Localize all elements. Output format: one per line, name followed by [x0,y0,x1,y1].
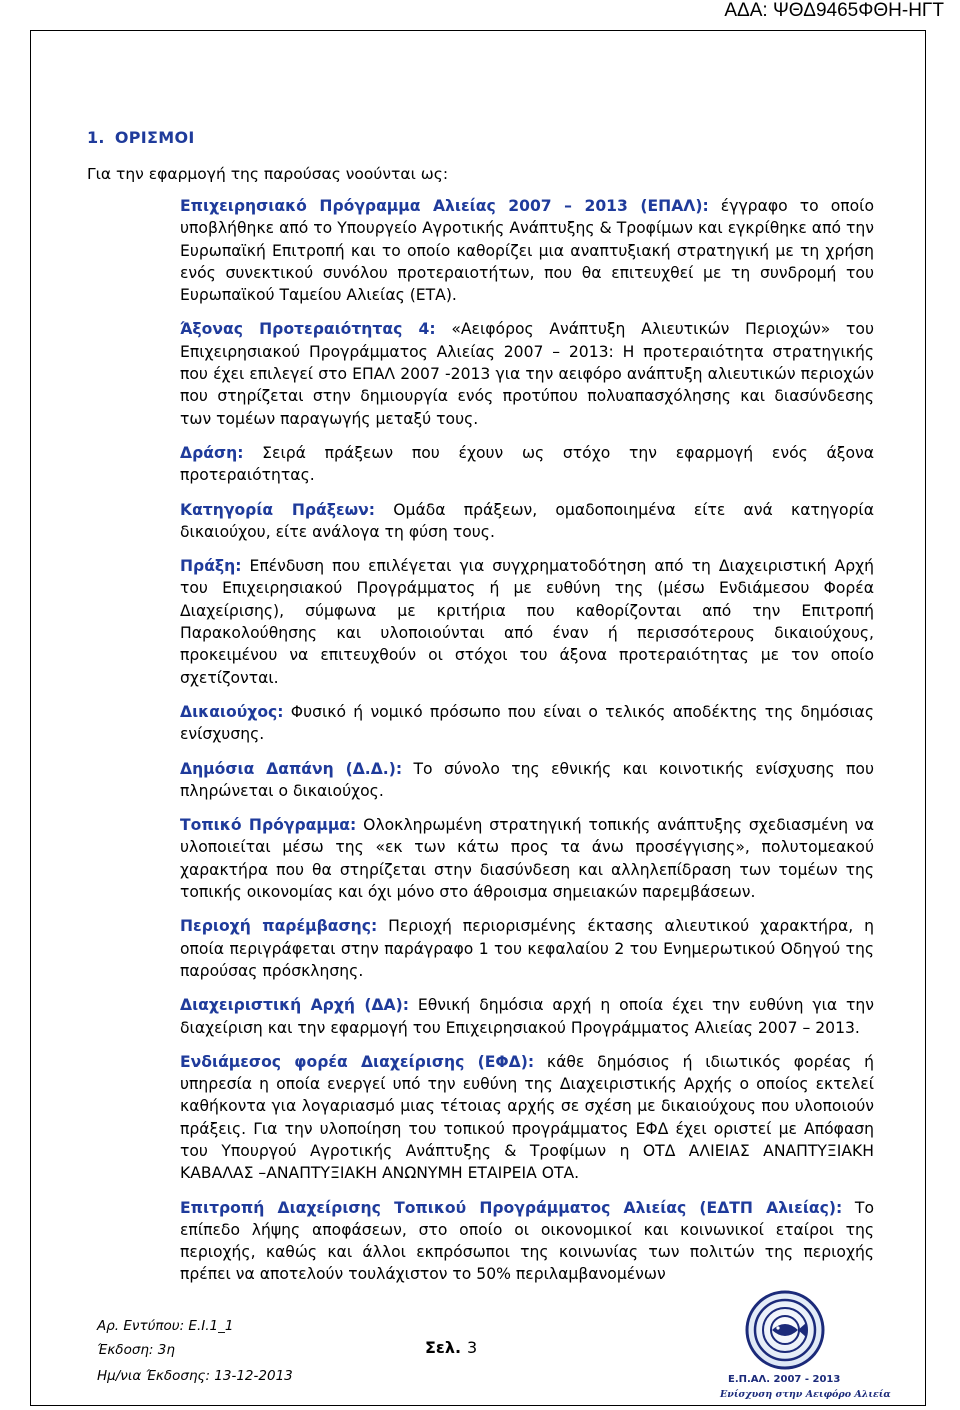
page-number: 3 [467,1338,478,1357]
intro-text: Για την εφαρμογή της παρούσας νοούνται ως: [87,165,449,183]
definition-text: Ομάδα πράξεων, ομαδοποιημένα είτε ανά κατηγορία δικαιούχου, είτε ανάλογα τη φύση τους. [180,500,874,541]
definition-text: Περιοχή περιορισμένης έκτασης αλιευτικού χαρακτήρα, η οποία περιγράφεται στην παράγραφο 1 του κεφαλαίου 2 του Ενημερωτικού Οδηγού της παρούσας πρόσκλησης. [180,917,874,980]
definition-item [180,195,874,306]
definition-item [180,701,874,746]
definition-term: Τοπικό Πρόγραμμα: [180,816,357,835]
definitions-list [180,195,874,1298]
definition-term: Πράξη: [180,557,242,576]
footer-form-number: Αρ. Εντύπου: Ε.Ι.1_1 [97,1318,234,1334]
logo-title: Ε.Π.ΑΛ. 2007 - 2013 [728,1374,841,1385]
definition-item [180,318,874,429]
definition-item [180,1197,874,1286]
definition-text: Ολοκληρωμένη στρατηγική τοπικής ανάπτυξης σχεδιασμένη να υλοποιείται μέσω της «εκ των κάτω προς τα άνω προσέγγισης», πολυτομεακού χαρακτήρα που θα στηρίζεται στην διασύνδεση και αλληλεπίδραση των τομέων της τοπικής οικονομίας και όχι μόνο στο άθροισμα σημειακών παρεμβάσεων. [180,816,874,902]
definition-term: Περιοχή παρέμβασης: [180,917,378,936]
ada-code: ΑΔΑ: ΨΘΔ9465ΦΘΗ-ΗΓΤ [724,0,944,21]
definition-item [180,994,874,1039]
footer-page-number [425,1338,477,1357]
definition-text: κάθε δημόσιος ή ιδιωτικός φορέας ή υπηρεσία η οποία ενεργεί υπό την ευθύνη της Διαχειριστικής Αρχής ο οποίος εκτελεί καθήκοντα για λογαριασμό μιας τέτοιας αρχής σε σχέση με δικαιούχους που υλοποιούν πράξεις. Για την υλοποίηση του τοπικού προγράμματος ΕΦΔ έχει οριστεί με Απόφαση του Υπουργού Αγροτικής Ανάπτυξης & Τροφίμων η ΟΤΔ ΑΛΙΕΙΑΣ ΑΝΑΠΤΥΞΙΑΚΗ ΚΑΒΑΛΑΣ –ΑΝΑΠΤΥΞΙΑΚΗ ΑΝΩΝΥΜΗ ΕΤΑΙΡΕΙΑ ΟΤΑ. [180,1052,874,1183]
definition-text: Το σύνολο της εθνικής και κοινοτικής ενίσχυσης που πληρώνεται ο δικαιούχος. [180,759,874,800]
section-heading [87,128,195,147]
definition-item [180,555,874,689]
definition-text: Το επίπεδο λήψης αποφάσεων, στο οποίο οι οικονομικοί και κοινωνικοί εταίροι της περιοχής, καθώς και άλλοι εκπρόσωποι της κοινωνίας των πολιτών της περιοχής πρέπει να αποτελούν τουλάχιστον το 50% περιλαμβανομένων [180,1198,874,1284]
definition-term: Δράση: [180,443,244,462]
definition-text: Εθνική δημόσια αρχή η οποία έχει την ευθύνη για την διαχείριση και την εφαρμογή του Επιχειρησιακού Προγράμματος Αλιείας 2007 – 2013. [180,996,874,1037]
section-title: ΟΡΙΣΜΟΙ [114,128,195,147]
definition-item [180,499,874,544]
definition-term: Δημόσια Δαπάνη (Δ.Δ.): [180,759,403,778]
definition-text: «Αειφόρος Ανάπτυξη Αλιευτικών Περιοχών» του Επιχειρησιακού Προγράμματος Αλιείας 2007 – 2013: Η προτεραιότητα στρατηγικής που έχει επιλεγεί στο ΕΠΑΛ 2007 -2013 για την αειφόρο ανάπτυξη αλιευτικών περιοχών που στηρίζεται στην δημιουργία ενός προτύπου πολυαπασχόλησης και διασύνδεσης των τομέων παραγωγής μεταξύ τους. [180,320,874,428]
footer-edition: Έκδοση: 3η [97,1342,175,1358]
definition-item [180,915,874,982]
definition-text: Φυσικό ή νομικό πρόσωπο που είναι ο τελικός αποδέκτης της δημόσιας ενίσχυσης. [180,702,874,744]
definition-term: Επιτροπή Διαχείρισης Τοπικού Προγράμματος Αλιείας (ΕΔΤΠ Αλιείας): [180,1198,843,1217]
definition-item [180,1051,874,1185]
logo-emblem-icon [747,1292,823,1368]
definition-term: Κατηγορία Πράξεων: [180,500,376,519]
definition-text: Επένδυση που επιλέγεται για συγχρηματοδότηση από τη Διαχειριστική Αρχή του Επιχειρησιακού Προγράμματος ή με ευθύνη της (μέσω Ενδιάμεσου Φορέα Διαχείρισης), σύμφωνα με κριτήρια που καθορίζονται από την Επιτροπή Παρακολούθησης και υλοποιούνται από έναν ή περισσότερους δικαιούχους, προκειμένου να επιτευχθούν οι στόχοι του άξονα προτεραιότητας με τον οποίο σχετίζονται. [180,557,874,687]
definition-item [180,758,874,803]
section-number: 1. [87,128,105,147]
definition-item [180,442,874,487]
logo-subtitle: Ενίσχυση στην Αειφόρο Αλιεία [720,1389,891,1400]
definition-term: Επιχειρησιακό Πρόγραμμα Αλιείας 2007 – 2013 (ΕΠΑΛ): [180,197,709,215]
definition-term: Δικαιούχος: [180,702,284,721]
definition-term: Ενδιάμεσος φορέα Διαχείρισης (ΕΦΔ): [180,1052,535,1071]
definition-term: Άξονας Προτεραιότητας 4: [180,320,436,339]
footer-edition-date: Ημ/νια Έκδοσης: 13-12-2013 [97,1368,293,1384]
page-label: Σελ. [425,1338,462,1357]
definition-term: Διαχειριστική Αρχή (ΔΑ): [180,996,409,1015]
definition-text: Σειρά πράξεων που έχουν ως στόχο την εφαρμογή ενός άξονα προτεραιότητας. [180,443,874,485]
definition-item [180,814,874,903]
definition-text: έγγραφο το οποίο υποβλήθηκε από το Υπουργείο Αγροτικής Ανάπτυξης & Τροφίμων και εγκρίθηκε από την Ευρωπαϊκή Επιτροπή και το οποίο καθορίζει μια αναπτυξιακή στρατηγική με τη χρήση ενός συνεκτικού συνόλου προτεραιοτήτων, που θα επιτευχθεί με τη συνδρομή του Ευρωπαϊκού Ταμείου Αλιείας (ΕΤΑ). [180,197,874,305]
